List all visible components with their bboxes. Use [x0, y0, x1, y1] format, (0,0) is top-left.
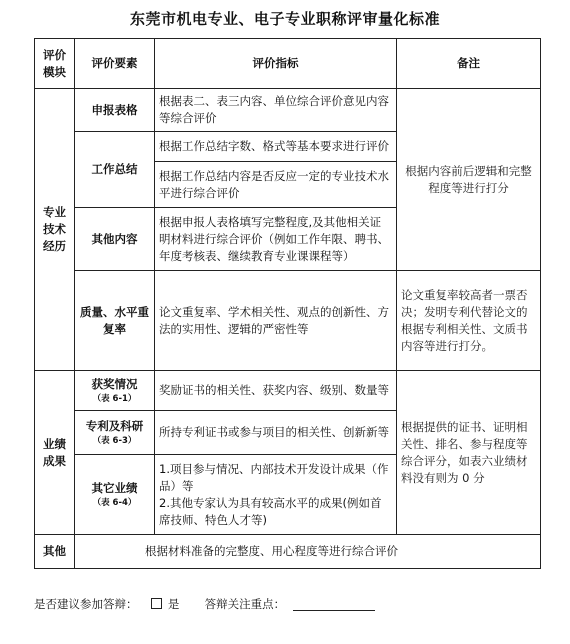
- indicator-other-perf-2: 2.其他专家认为具有较高水平的成果(例如首席技师、特色人才等): [159, 495, 382, 527]
- recommend-label: 是否建议参加答辩：: [34, 597, 138, 611]
- indicator-patents: 所持专利证书或参与项目的相关性、创新新等: [155, 411, 397, 455]
- note-evidence: 根据提供的证书、证明相关性、排名、参与程度等综合评分，如表六业绩材料没有则为 0 分: [397, 371, 541, 535]
- page-title: 东莞市机电专业、电子专业职称评审量化标准: [129, 10, 440, 28]
- focus-label: 答辩关注重点：: [204, 597, 286, 611]
- element-patents-ref: （表 6-3）: [92, 436, 137, 446]
- table-header-row: [35, 39, 541, 89]
- indicator-other: 根据材料准备的完整度、用心程度等进行综合评价: [75, 535, 541, 569]
- element-summary: 工作总结: [75, 132, 155, 208]
- evaluation-table: [34, 38, 541, 569]
- element-quality: 质量、水平重复率: [75, 271, 155, 371]
- header-element: 评价要素: [75, 39, 155, 89]
- header-note: 备注: [397, 39, 541, 89]
- header-indicator: 评价指标: [155, 39, 397, 89]
- element-other-perf: [75, 455, 155, 535]
- header-module: 评价模块: [35, 39, 75, 89]
- indicator-application: 根据表二、表三内容、单位综合评价意见内容等综合评价: [155, 89, 397, 132]
- focus-input[interactable]: [293, 598, 375, 611]
- note-logic: 根据内容前后逻辑和完整程度等进行打分: [397, 89, 541, 271]
- element-awards-label: 获奖情况: [91, 377, 138, 391]
- element-awards: [75, 371, 155, 411]
- indicator-other-perf: [155, 455, 397, 535]
- table-row: [35, 89, 541, 132]
- note-thesis: 论文重复率较高者一票否决；发明专利代替论文的根据专利相关性、文质书内容等进行打分。: [397, 271, 541, 371]
- indicator-summary-2: 根据工作总结内容是否反应一定的专业技术水平进行综合评价: [155, 162, 397, 208]
- indicator-quality: 论文重复率、学术相关性、观点的创新性、方法的实用性、逻辑的严密性等: [155, 271, 397, 371]
- element-application: 申报表格: [75, 89, 155, 132]
- indicator-summary-1: 根据工作总结字数、格式等基本要求进行评价: [155, 132, 397, 162]
- module-other: 其他: [35, 535, 75, 569]
- element-patents: [75, 411, 155, 455]
- table-row: [35, 371, 541, 411]
- indicator-other-content: 根据申报人表格填写完整程度,及其他相关证明材料进行综合评价（例如工作年限、聘书、年度考核表、继续教育专业课课程等）: [155, 208, 397, 271]
- table-row: [35, 271, 541, 371]
- element-other-perf-ref: （表 6-4）: [92, 498, 137, 508]
- recommend-yes-label: 是: [167, 597, 180, 611]
- element-patents-label: 专利及科研: [85, 419, 144, 433]
- element-other-perf-label: 其它业绩: [91, 481, 138, 495]
- indicator-other-perf-1: 1.项目参与情况、内部技术开发设计成果（作品）等: [159, 461, 389, 493]
- footer: [34, 596, 375, 612]
- module-professional: 专业技术经历: [35, 89, 75, 371]
- element-other-content: 其他内容: [75, 208, 155, 271]
- indicator-awards: 奖励证书的相关性、获奖内容、级别、数量等: [155, 371, 397, 411]
- module-performance: 业绩成果: [35, 371, 75, 535]
- table-row: [35, 535, 541, 569]
- element-awards-ref: （表 6-1）: [92, 394, 137, 404]
- recommend-checkbox[interactable]: [151, 598, 162, 609]
